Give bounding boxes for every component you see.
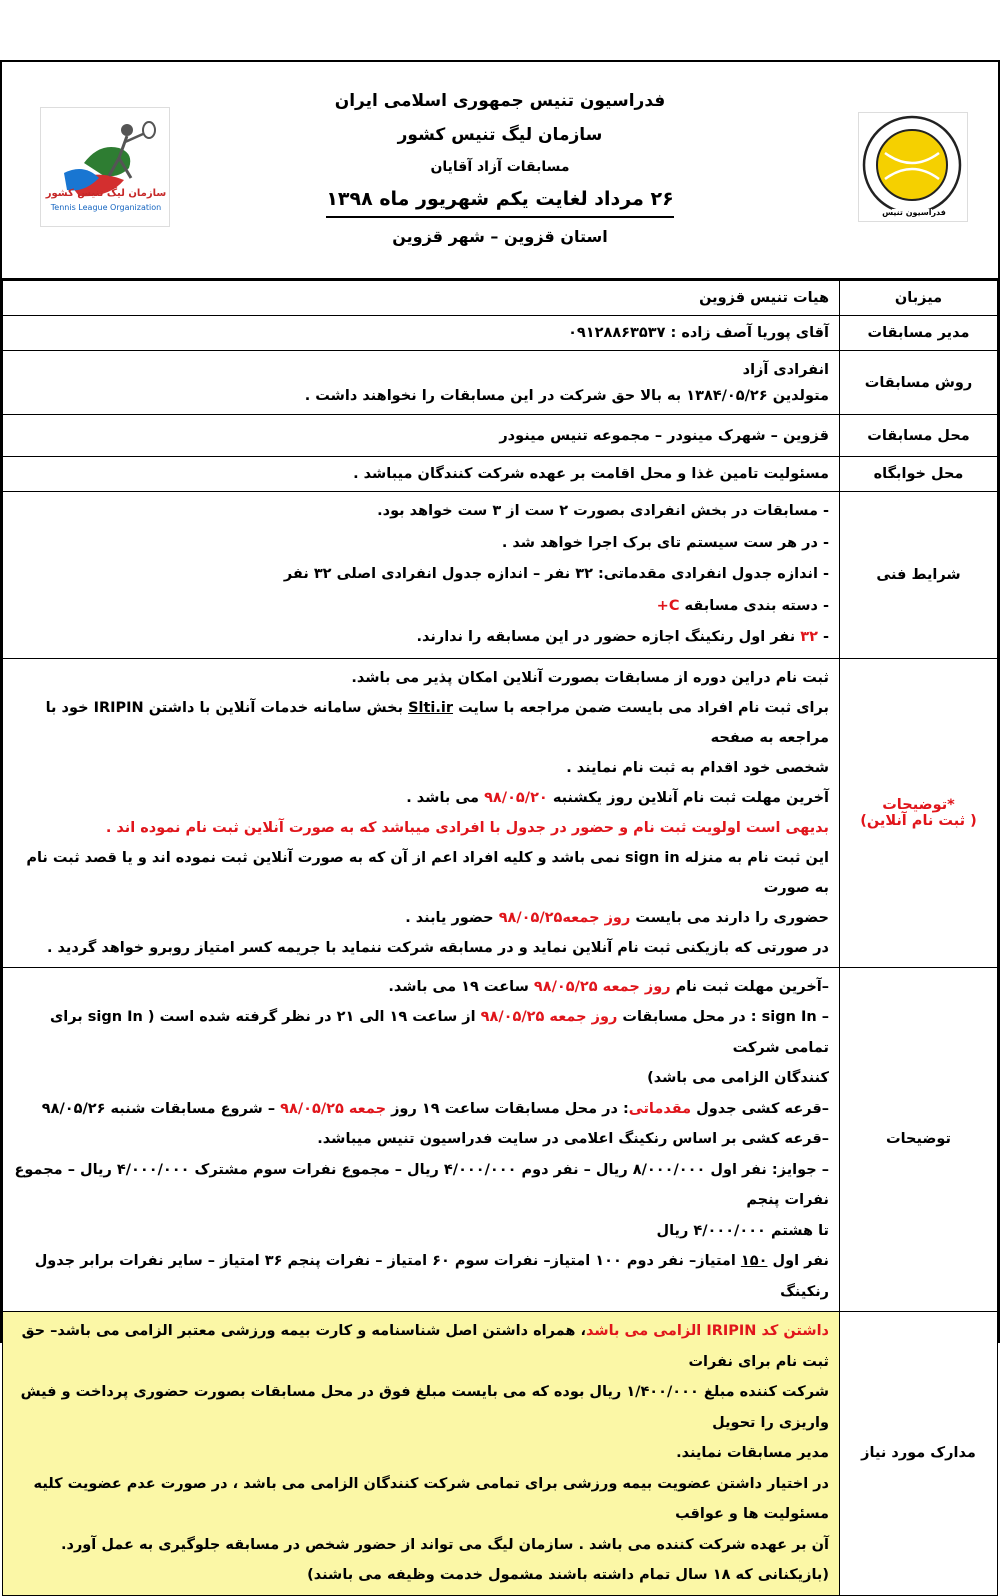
- table-row-host: [3, 281, 998, 316]
- docs-line-4: در اختیار داشتن عضویت بیمه ورزشی برای تمامی شرکت کنندگان الزامی می باشد ، در صورت عدم عضویت کلیه مسئولیت ها و عواقب: [33, 1475, 829, 1522]
- notes-line-8-start: نفر اول: [767, 1253, 829, 1269]
- notes-line-4-mid: : در محل مسابقات ساعت ۱۹ روز: [386, 1100, 629, 1117]
- online-deadline-end: می باشد .: [406, 789, 485, 806]
- online-line-7-start: حضوری را دارند می بایست: [630, 909, 829, 926]
- league-title: سازمان لیگ تنیس کشور: [397, 125, 603, 145]
- online-line-2: [11, 693, 829, 753]
- notes-qualifying: مقدماتی: [628, 1100, 692, 1117]
- online-line-2-end: بخش سامانه خدمات آنلاین با داشتن IRIPIN خود با مراجعه به صفحه: [45, 699, 829, 746]
- location-title: استان قزوین – شهر قزوین: [392, 227, 608, 246]
- docs-line-1: [11, 1316, 829, 1377]
- notes-draw-date: جمعه ۹۸/۰۵/۲۵: [280, 1100, 387, 1117]
- online-line-3: شخصی خود اقدام به ثبت نام نمایند .: [566, 759, 829, 776]
- technical-line-1: - مسابقات در بخش انفرادی بصورت ۲ ست از ۳ ست خواهد بود.: [377, 503, 829, 519]
- table-row-technical: [3, 492, 998, 659]
- online-line-4: [11, 783, 829, 813]
- logo-left-english: Tennis League Organization: [50, 203, 162, 212]
- technical-line-4: [11, 591, 829, 623]
- technical-ranking-text: نفر اول رنکینگ اجازه حضور در این مسابقه را ندارند.: [416, 629, 801, 645]
- row-value-docs: [3, 1312, 840, 1596]
- notes-line-6: – جوایز: نفر اول ۸/۰۰۰/۰۰۰ ریال – نفر دوم ۴/۰۰۰/۰۰۰ ریال – مجموع نفرات سوم مشترک ۴/۰۰۰/۰۰۰ ریال – مجموع نفرات پنجم: [14, 1161, 829, 1208]
- online-line-2-start: برای ثبت نام افراد می بایست ضمن مراجعه با سایت: [453, 699, 829, 716]
- notes-line-2-start: – sign In : در محل مسابقات: [617, 1009, 829, 1025]
- row-label-dormitory: محل خوابگاه: [840, 457, 998, 492]
- tournament-title: مسابقات آزاد آقایان: [430, 159, 570, 175]
- row-label-manager: مدیر مسابقات: [840, 316, 998, 351]
- notes-signin-date: روز جمعه ۹۸/۰۵/۲۵: [480, 1009, 618, 1025]
- table-row-dormitory: [3, 457, 998, 492]
- docs-iripin-required: داشتن کد IRIPIN الزامی می باشد: [585, 1323, 829, 1339]
- notes-line-8: [11, 1246, 829, 1307]
- table-row-online: [3, 658, 998, 967]
- slti-link[interactable]: Slti.ir: [408, 699, 454, 716]
- row-label-venue: محل مسابقات: [840, 415, 998, 457]
- online-label-2: ( ثبت نام آنلاین): [860, 812, 977, 829]
- online-line-5: بدیهی است اولویت ثبت نام و حضور در جدول با افرادی میباشد که به صورت آنلاین ثبت نام نموده اند .: [105, 819, 829, 836]
- notes-line-4-end: – شروع مسابقات شنبه ۹۸/۰۵/۲۶: [41, 1100, 281, 1117]
- row-label-host: میزبان: [840, 281, 998, 316]
- method-line-1: انفرادی آزاد: [742, 361, 829, 378]
- federation-seal-logo: [858, 112, 968, 222]
- row-value-venue: قزوین – شهرک مینودر – مجموعه تنیس مینودر: [3, 415, 840, 457]
- logo-right-caption: فدراسیون تنیس: [882, 208, 946, 217]
- federation-title: فدراسیون تنیس جمهوری اسلامی ایران: [334, 91, 666, 111]
- online-line-1: ثبت نام دراین دوره از مسابقات بصورت آنلاین امکان پذیر می باشد.: [351, 669, 829, 686]
- row-value-notes: [3, 967, 840, 1312]
- online-presence-date: روز جمعه۹۸/۰۵/۲۵: [498, 909, 631, 926]
- notes-line-4: [11, 1094, 829, 1125]
- date-range: ۲۶ مرداد لغایت یکم شهریور ماه ۱۳۹۸: [326, 182, 673, 218]
- document-sheet: [0, 60, 1000, 1583]
- notes-line-7: تا هشتم ۴/۰۰۰/۰۰۰ ریال: [656, 1222, 829, 1239]
- method-line-2: متولدین ۱۳۸۴/۰۵/۲۶ به بالا حق شرکت در این مسابقات را نخواهند داشت .: [304, 387, 829, 404]
- row-value-online: [3, 658, 840, 967]
- logo-left-text: سازمان لیگ تنیس کشور: [45, 188, 167, 199]
- docs-line-1-end: ، همراه داشتن اصل شناسنامه و کارت بیمه ورزشی معتبر الزامی می باشد– حق ثبت نام برای نفرات: [21, 1323, 829, 1370]
- notes-line-1: [11, 972, 829, 1003]
- online-line-7: [11, 903, 829, 933]
- technical-category-label: - دسته بندی مسابقه: [679, 597, 829, 614]
- row-value-method: [3, 351, 840, 415]
- table-row-docs: [3, 1312, 998, 1596]
- online-label-1: *توضیحات: [882, 796, 955, 813]
- row-label-method: روش مسابقات: [840, 351, 998, 415]
- notes-line-4-start: –قرعه کشی جدول: [691, 1100, 829, 1117]
- row-value-technical: [3, 492, 840, 659]
- online-line-8: در صورتی که بازیکنی ثبت نام آنلاین نماید و در مسابقه شرکت ننماید با جریمه کسر امتیاز روبرو خواهد گردید .: [47, 939, 829, 956]
- notes-line-1-end: ساعت ۱۹ می باشد.: [388, 978, 534, 995]
- table-row-venue: [3, 415, 998, 457]
- notes-line-2-end: از ساعت ۱۹ الی ۲۱ در نظر گرفته شده است ( sign In برای تمامی شرکت: [50, 1009, 829, 1056]
- title-block: [202, 84, 798, 256]
- online-line-6: این ثبت نام به منزله sign in نمی باشد و کلیه افراد اعم از آن که به صورت آنلاین ثبت نموده اند و یا قصد ثبت نام به صورت: [26, 849, 829, 896]
- technical-category-value: C+: [656, 597, 680, 614]
- online-deadline-date: ۹۸/۰۵/۲۰: [484, 789, 548, 806]
- tennis-league-logo: [40, 107, 170, 227]
- row-label-docs: مدارک مورد نیاز: [840, 1312, 998, 1596]
- table-row-notes: [3, 967, 998, 1312]
- technical-ranking-count: ۳۲: [800, 629, 818, 645]
- row-label-technical: شرایط فنی: [840, 492, 998, 659]
- notes-first-place-points: ۱۵۰: [740, 1253, 768, 1269]
- technical-dash: -: [817, 629, 829, 645]
- technical-line-2: - در هر ست سیستم تای برک اجرا خواهد شد .: [501, 534, 829, 551]
- row-value-manager: آقای پوریا آصف زاده : ۰۹۱۲۸۸۶۳۵۳۷: [3, 316, 840, 351]
- row-value-host: هیات تنیس قزوین: [3, 281, 840, 316]
- row-label-notes: توضیحات: [840, 967, 998, 1312]
- docs-line-5: آن بر عهده شرکت کننده می باشد . سازمان لیگ می تواند از حضور شخص در مسابقه جلوگیری به عمل آورد.: [61, 1536, 829, 1553]
- notes-deadline-date: روز جمعه ۹۸/۰۵/۲۵: [533, 978, 671, 995]
- tennis-ball-seal-icon: [857, 113, 967, 223]
- docs-line-6: (بازیکنانی که ۱۸ سال تمام داشته باشند مشمول خدمت وظیفه می باشند): [307, 1567, 829, 1583]
- docs-line-3: مدیر مسابقات نمایند.: [676, 1445, 829, 1461]
- technical-line-5: [11, 622, 829, 654]
- row-value-dormitory: مسئولیت تامین غذا و محل اقامت بر عهده شرکت کنندگان میباشد .: [3, 457, 840, 492]
- table-row-manager: [3, 316, 998, 351]
- notes-line-2: [11, 1002, 829, 1063]
- tournament-info-table: [2, 280, 998, 1596]
- technical-line-3: - اندازه جدول انفرادی مقدماتی: ۳۲ نفر – اندازه جدول انفرادی اصلی ۳۲ نفر: [283, 566, 829, 582]
- online-deadline-label: آخرین مهلت ثبت نام آنلاین روز یکشنبه: [547, 789, 829, 806]
- row-label-online: [840, 658, 998, 967]
- notes-line-3: کنندگان الزامی می باشد): [647, 1070, 829, 1086]
- table-row-method: [3, 351, 998, 415]
- docs-line-2: شرکت کننده مبلغ ۱/۴۰۰/۰۰۰ ریال بوده که می بایست مبلغ فوق در محل مسابقات بصورت حضوری پرداخت و فیش واریزی را تحویل: [20, 1384, 829, 1431]
- header: [2, 62, 998, 280]
- notes-line-1-start: –آخرین مهلت ثبت نام: [670, 978, 829, 995]
- online-line-7-end: حضور یابند .: [405, 909, 499, 926]
- notes-line-5: –قرعه کشی بر اساس رنکینگ اعلامی در سایت فدراسیون تنیس میباشد.: [317, 1131, 829, 1147]
- notes-line-8-end: امتیاز– نفر دوم ۱۰۰ امتیاز– نفرات سوم ۶۰ امتیاز – نفرات پنجم ۳۶ امتیاز – سایر نفرات برابر جدول رنکینگ: [34, 1253, 829, 1300]
